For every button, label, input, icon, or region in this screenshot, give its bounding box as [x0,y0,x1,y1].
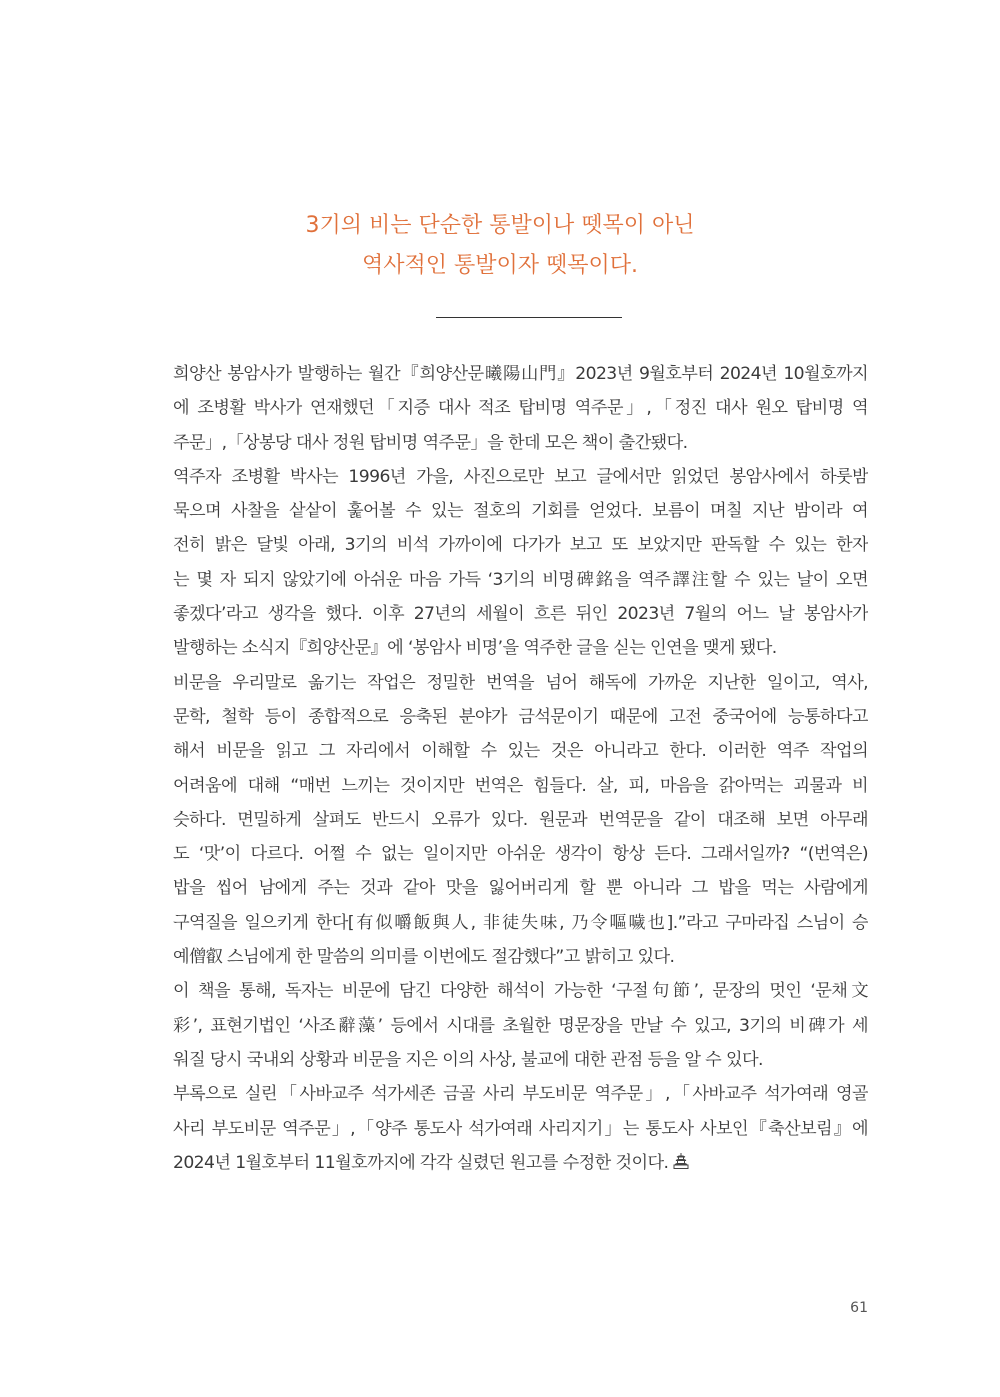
text-line: 2024년 1월호부터 11월호까지에 각각 실렸던 원고를 수정한 것이다. [173,1152,669,1173]
text-line: 역주자 조병활 박사는 1996년 가을, 사진으로만 보고 글에서만 읽었던 봉암사에서 하룻밤 [173,466,868,487]
text-line: 좋겠다’라고 생각을 했다. 이후 27년의 세월이 흐른 뒤인 2023년 7월의 어느 날 봉암사가 [173,604,868,625]
text-line: 彩’, 표현기법인 ‘사조辭藻’ 등에서 시대를 초월한 명문장을 만날 수 있고, 3기의 비碑가 세 [173,1015,868,1036]
page-number: 61 [850,1300,868,1316]
text-line: 도 ‘맛’이 다르다. 어쩔 수 없는 일이지만 아쉬운 생각이 항상 든다. 그래서일까? “(번역은) [173,844,868,865]
text-line-with-end-mark [173,1146,868,1180]
text-line: 해서 비문을 읽고 그 자리에서 이해할 수 있는 것은 아니라고 한다. 이러한 역주 작업의 [173,741,868,762]
text-line: 구역질을 일으키게 한다[有似嚼飯與人, 非徒失味, 乃令嘔噦也].”라고 구마라집 스님이 승 [173,912,868,933]
text-line: 부록으로 실린「사바교주 석가세존 금골 사리 부도비문 역주문」,「사바교주 석가여래 영골 [173,1084,868,1105]
pagoda-end-mark-icon [672,1152,690,1170]
headline [0,206,1000,286]
headline-line-1: 3기의 비는 단순한 통발이나 뗏목이 아닌 [305,213,695,238]
article-body [173,357,868,1180]
text-line: 주문」,「상봉당 대사 정원 탑비명 역주문」을 한데 모은 책이 출간됐다. [173,432,688,453]
headline-divider [436,317,622,318]
text-line: 이 책을 통해, 독자는 비문에 담긴 다양한 해석이 가능한 ‘구절句節’, 문장의 멋인 ‘문채文 [173,981,868,1002]
headline-line-2: 역사적인 통발이자 뗏목이다. [361,253,638,278]
text-line: 전히 밝은 달빛 아래, 3기의 비석 가까이에 다가가 보고 또 보았지만 판독할 수 있는 한자 [173,535,868,556]
text-line: 비문을 우리말로 옮기는 작업은 정밀한 번역을 넘어 해독에 가까운 지난한 일이고, 역사, [173,672,868,693]
text-line: 는 몇 자 되지 않았기에 아쉬운 마음 가득 ‘3기의 비명碑銘을 역주譯注할 수 있는 날이 오면 [173,569,868,590]
text-line: 어려움에 대해 “매번 느끼는 것이지만 번역은 힘들다. 살, 피, 마음을 갉아먹는 괴물과 비 [173,775,868,796]
text-line: 문학, 철학 등이 종합적으로 응축된 분야가 금석문이기 때문에 고전 중국어에 능통하다고 [173,706,868,727]
text-line: 밥을 씹어 남에게 주는 것과 같아 맛을 잃어버리게 할 뿐 아니라 그 밥을 먹는 사람에게 [173,878,868,899]
text-line: 희양산 봉암사가 발행하는 월간『희양산문曦陽山門』2023년 9월호부터 2024년 10월호까지 [173,364,868,384]
text-line: 예僧叡 스님에게 한 말씀의 의미를 이번에도 절감했다”고 밝히고 있다. [173,947,675,968]
text-line: 슷하다. 면밀하게 살펴도 반드시 오류가 있다. 원문과 번역문을 같이 대조해 보면 아무래 [173,809,868,830]
text-line: 사리 부도비문 역주문」,「양주 통도사 석가여래 사리지기」는 통도사 사보인『축산보림』에 [173,1118,868,1139]
text-line: 발행하는 소식지『희양산문』에 ‘봉암사 비명’을 역주한 글을 싣는 인연을 맺게 됐다. [173,638,777,659]
text-line: 워질 당시 국내외 상황과 비문을 지은 이의 사상, 불교에 대한 관점 등을 알 수 있다. [173,1049,763,1070]
text-line: 에 조병활 박사가 연재했던「지증 대사 적조 탑비명 역주문」,「정진 대사 원오 탑비명 역 [173,398,868,419]
text-line: 묵으며 사찰을 샅샅이 훑어볼 수 있는 절호의 기회를 얻었다. 보름이 며칠 지난 밤이라 여 [173,501,868,522]
